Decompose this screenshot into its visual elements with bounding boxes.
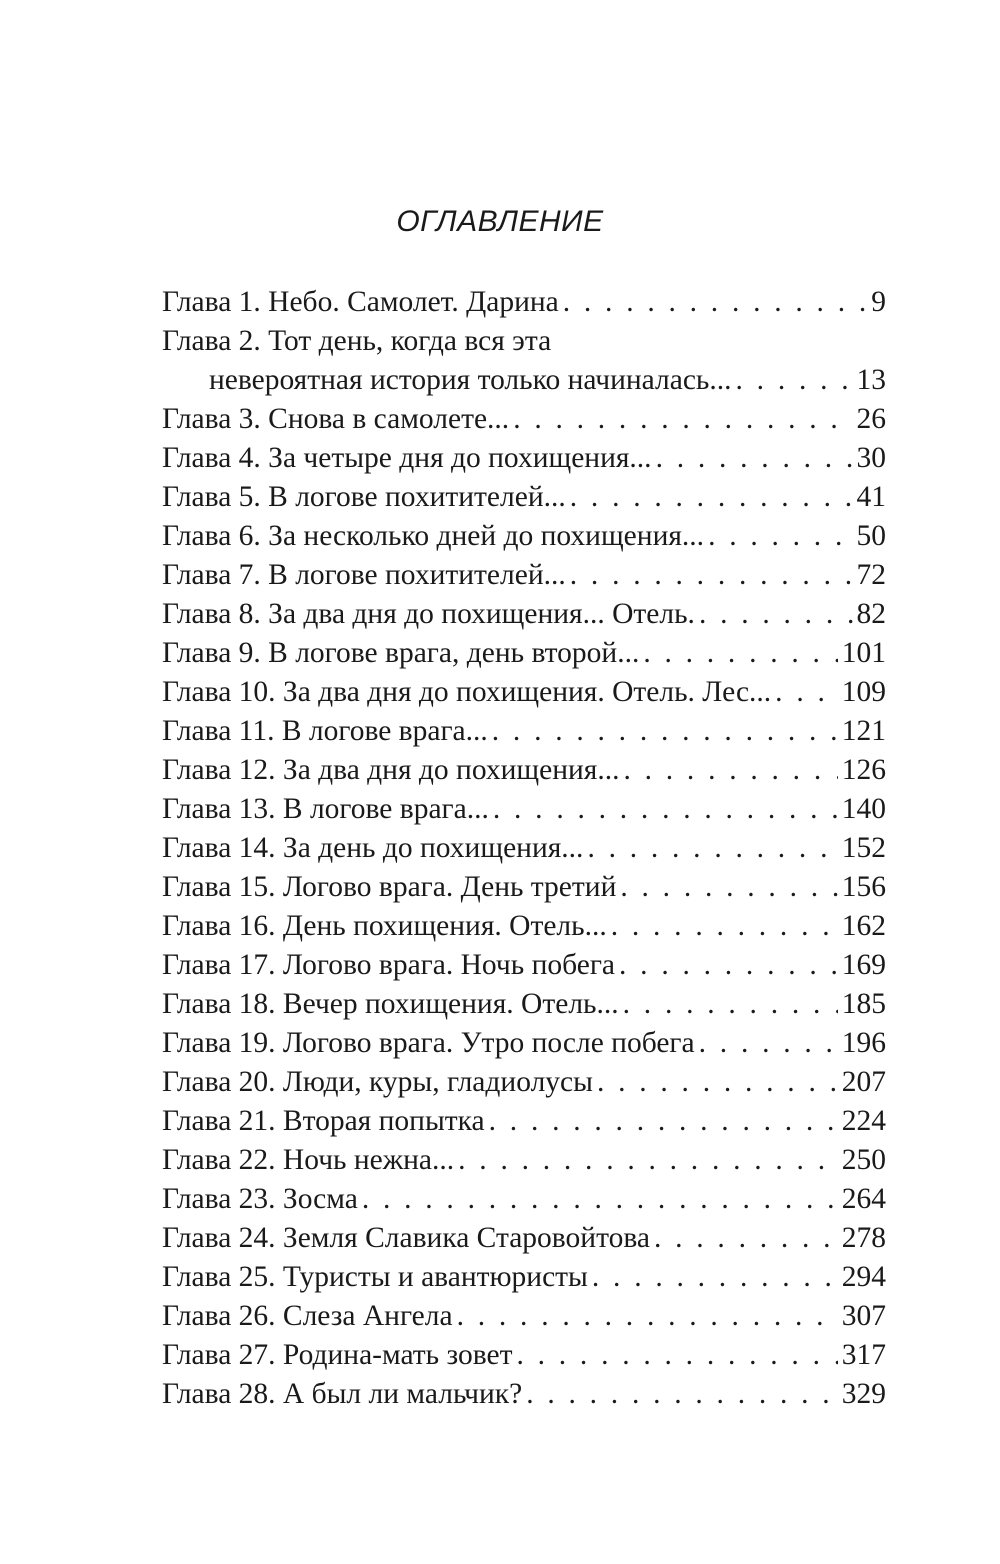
toc-entry-title: Глава 4. За четыре дня до похищения... [162, 442, 652, 474]
toc-entry-title: Глава 1. Небо. Самолет. Дарина [162, 286, 559, 318]
toc-entry [162, 1375, 886, 1414]
toc-entry [162, 322, 886, 361]
dot-leader [570, 556, 853, 595]
toc-entry-page-number: 126 [841, 754, 886, 786]
toc-entry-page-number: 26 [856, 403, 886, 435]
toc-entry-page-number: 72 [856, 559, 886, 591]
toc-entry-title-continuation: невероятная история только начиналась... [209, 364, 732, 396]
toc-entry-title: Глава 13. В логове врага... [162, 793, 489, 825]
dot-leader [699, 595, 853, 634]
toc-entry-title: Глава 11. В логове врага... [162, 715, 488, 747]
toc-entry-page-number: 185 [841, 988, 886, 1020]
toc-entry-title: Глава 10. За два дня до похищения. Отель. Лес... [162, 676, 772, 708]
toc-entry-title: Глава 16. День похищения. Отель... [162, 910, 607, 942]
toc-entry-title: Глава 18. Вечер похищения. Отель... [162, 988, 619, 1020]
dot-leader [563, 283, 868, 322]
toc-entry-page-number: 9 [871, 286, 886, 318]
toc-entry-page-number: 121 [841, 715, 886, 747]
dot-leader [457, 1297, 838, 1336]
toc-entry-page-number: 50 [856, 520, 886, 552]
toc-entry-title: Глава 26. Слеза Ангела [162, 1300, 453, 1332]
toc-entry-continuation [162, 361, 886, 400]
toc-entry-title: Глава 2. Тот день, когда вся эта [162, 325, 552, 357]
toc-entry [162, 829, 886, 868]
dot-leader [587, 829, 837, 868]
toc-entry [162, 1141, 886, 1180]
toc-entry-title: Глава 20. Люди, куры, гладиолусы [162, 1066, 593, 1098]
toc-entry-title: Глава 23. Зосма [162, 1183, 358, 1215]
dot-leader [513, 400, 852, 439]
toc-entry [162, 283, 886, 322]
dot-leader [493, 790, 838, 829]
dot-leader [623, 985, 838, 1024]
toc-entry [162, 673, 886, 712]
page-title: ОГЛАВЛЕНИЕ [396, 205, 604, 238]
toc-entry [162, 985, 886, 1024]
dot-leader [656, 439, 853, 478]
toc-entry [162, 1258, 886, 1297]
dot-leader [708, 517, 852, 556]
dot-leader [516, 1336, 837, 1375]
toc-entry [162, 1063, 886, 1102]
toc-entry [162, 517, 886, 556]
toc-entry-page-number: 294 [841, 1261, 886, 1293]
toc-entry-title: Глава 21. Вторая попытка [162, 1105, 485, 1137]
toc-entry-title: Глава 19. Логово врага. Утро после побега [162, 1027, 695, 1059]
toc-entry [162, 400, 886, 439]
toc-entry [162, 751, 886, 790]
toc-entry-page-number: 82 [856, 598, 886, 630]
dot-leader [775, 673, 838, 712]
toc-entry [162, 946, 886, 985]
toc-entry [162, 439, 886, 478]
toc-entry-title: Глава 25. Туристы и авантюристы [162, 1261, 588, 1293]
toc-entry [162, 1102, 886, 1141]
toc-entry-page-number: 278 [841, 1222, 886, 1254]
toc-entry-page-number: 152 [841, 832, 886, 864]
toc-entry-page-number: 196 [841, 1027, 886, 1059]
toc-entry-title: Глава 22. Ночь нежна... [162, 1144, 455, 1176]
toc-entry-title: Глава 27. Родина-мать зовет [162, 1339, 513, 1371]
toc-entry [162, 556, 886, 595]
dot-leader [592, 1258, 838, 1297]
toc-entry-title: Глава 9. В логове врага, день второй... [162, 637, 640, 669]
toc-entry-page-number: 41 [856, 481, 886, 513]
dot-leader [699, 1024, 838, 1063]
toc-entry-title: Глава 12. За два дня до похищения... [162, 754, 620, 786]
toc-entry [162, 478, 886, 517]
toc-entry [162, 595, 886, 634]
toc-entry-page-number: 317 [841, 1339, 886, 1371]
toc-entry-title: Глава 5. В логове похитителей... [162, 481, 566, 513]
toc-entry-page-number: 109 [841, 676, 886, 708]
toc-entry-title: Глава 6. За несколько дней до похищения... [162, 520, 705, 552]
toc-entry [162, 712, 886, 751]
table-of-contents [162, 283, 886, 1414]
toc-entry-page-number: 329 [841, 1378, 886, 1410]
toc-entry-page-number: 13 [856, 364, 886, 396]
dot-leader [570, 478, 853, 517]
toc-entry-title: Глава 3. Снова в самолете... [162, 403, 510, 435]
toc-entry-page-number: 140 [841, 793, 886, 825]
dot-leader [654, 1219, 838, 1258]
toc-entry-page-number: 264 [841, 1183, 886, 1215]
dot-leader [611, 907, 838, 946]
toc-entry-page-number: 156 [841, 871, 886, 903]
toc-entry [162, 907, 886, 946]
toc-entry-title: Глава 17. Логово врага. Ночь побега [162, 949, 616, 981]
toc-entry-page-number: 224 [841, 1105, 886, 1137]
toc-entry-page-number: 307 [841, 1300, 886, 1332]
dot-leader [492, 712, 838, 751]
toc-entry-title: Глава 28. А был ли мальчик? [162, 1378, 523, 1410]
toc-entry-title: Глава 24. Земля Славика Старовойтова [162, 1222, 650, 1254]
dot-leader [620, 868, 837, 907]
toc-entry [162, 1180, 886, 1219]
toc-entry [162, 1297, 886, 1336]
dot-leader [458, 1141, 838, 1180]
toc-entry-page-number: 250 [841, 1144, 886, 1176]
dot-leader [736, 361, 853, 400]
dot-leader [526, 1375, 838, 1414]
toc-entry [162, 634, 886, 673]
dot-leader [597, 1063, 838, 1102]
toc-entry-page-number: 162 [841, 910, 886, 942]
toc-entry-title: Глава 14. За день до похищения... [162, 832, 584, 864]
dot-leader [619, 946, 838, 985]
toc-entry [162, 868, 886, 907]
toc-entry [162, 1336, 886, 1375]
toc-entry [162, 790, 886, 829]
toc-entry [162, 1219, 886, 1258]
toc-entry-page-number: 101 [841, 637, 886, 669]
dot-leader [643, 634, 837, 673]
toc-entry-title: Глава 7. В логове похитителей... [162, 559, 566, 591]
dot-leader [362, 1180, 838, 1219]
toc-entry-page-number: 169 [841, 949, 886, 981]
toc-entry [162, 1024, 886, 1063]
dot-leader [489, 1102, 838, 1141]
toc-entry-page-number: 30 [856, 442, 886, 474]
dot-leader [623, 751, 837, 790]
toc-entry-title: Глава 15. Логово врага. День третий [162, 871, 617, 903]
toc-entry-title: Глава 8. За два дня до похищения... Отель. [162, 598, 695, 630]
toc-entry-page-number: 207 [841, 1066, 886, 1098]
